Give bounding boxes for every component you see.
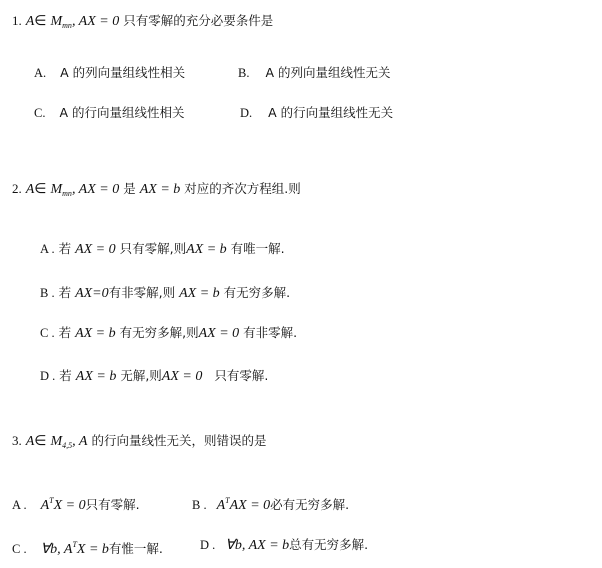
math-matrix-space: M — [50, 434, 63, 449]
option-text: 有非零解. — [243, 325, 298, 340]
option-text: A 的列向量组线性无关 — [265, 65, 391, 80]
option-text: 有惟一解. — [108, 541, 163, 556]
option-text: 有唯一解. — [230, 241, 285, 256]
math-matrix-a: , A — [72, 434, 88, 449]
question-3-stem — [12, 432, 266, 455]
math-equation: AX = b — [179, 286, 220, 301]
option-text: A 的列向量组线性相关 — [60, 65, 186, 80]
option-label: A. — [34, 66, 47, 80]
question-number: 1. — [12, 13, 22, 28]
q2-option-d — [40, 367, 268, 386]
math-transpose: T — [49, 496, 54, 505]
math-element-of: ∈ — [34, 182, 47, 197]
math-homogeneous-eq: , AX = 0 — [71, 14, 120, 29]
math-element-of: ∈ — [34, 434, 47, 449]
math-equation: AX = b — [75, 326, 116, 341]
math-subscript: mn — [62, 21, 72, 30]
q2-option-c — [40, 324, 297, 343]
math-homogeneous-eq: , AX = 0 — [71, 182, 120, 197]
option-text: 必有无穷多解. — [270, 497, 350, 512]
question-number: 2. — [12, 181, 22, 196]
q1-option-c — [34, 104, 184, 122]
math-matrix-a: A — [25, 434, 35, 449]
q3-option-b — [192, 492, 349, 515]
option-label: B. — [238, 66, 250, 80]
math-equation: AX=0 — [75, 286, 109, 301]
question-text: 是 — [123, 181, 136, 196]
option-text: 只有零解,则 — [119, 241, 187, 256]
option-text: 只有零解. — [85, 497, 140, 512]
option-text: A 的行向量组线性无关 — [268, 105, 394, 120]
question-1-stem — [12, 12, 273, 35]
option-text: A 的行向量组线性相关 — [59, 105, 185, 120]
option-label: C . — [12, 542, 27, 556]
option-label: A . — [12, 498, 27, 512]
option-label: D . — [40, 369, 56, 383]
option-label: B . — [40, 286, 55, 300]
option-label: A . — [40, 242, 55, 256]
math-subscript: 4,5 — [62, 441, 73, 450]
math-matrix-space: M — [50, 182, 63, 197]
option-label: D. — [240, 106, 253, 120]
q2-option-a — [40, 240, 285, 259]
math-matrix-a: A — [25, 14, 35, 29]
math-matrix-a: A — [25, 182, 35, 197]
math-equation: X = b — [76, 542, 109, 557]
option-text: 有非零解,则 — [108, 285, 176, 300]
math-matrix-space: M — [50, 14, 63, 29]
math-equation: AX = 0 — [198, 326, 240, 341]
option-label: C. — [34, 106, 46, 120]
math-equation: A — [216, 498, 226, 513]
q3-option-c — [12, 536, 163, 559]
option-label: C . — [40, 326, 55, 340]
option-label: D . — [200, 538, 216, 552]
q1-option-a — [34, 64, 185, 82]
math-equation: A — [40, 498, 50, 513]
math-transpose: T — [225, 496, 230, 505]
option-text: 有无穷多解. — [223, 285, 291, 300]
math-nonhomogeneous-eq: AX = b — [139, 182, 181, 197]
question-text: 只有零解的充分必要条件是 — [123, 13, 274, 28]
math-equation: ∀b, AX = b — [225, 538, 290, 553]
math-equation: AX = b — [75, 369, 117, 384]
option-text: 无解,则 — [120, 368, 162, 383]
q1-option-d — [240, 104, 393, 122]
option-text: 总有无穷多解. — [289, 537, 369, 552]
q3-option-d — [200, 536, 368, 555]
option-text: 有无穷多解,则 — [119, 325, 199, 340]
math-equation: AX = 0 — [75, 242, 116, 257]
question-text: 对应的齐次方程组.则 — [184, 181, 301, 196]
question-text: 的行向量线性无关，则错误的是 — [91, 433, 267, 448]
question-2-stem — [12, 180, 301, 203]
math-element-of: ∈ — [34, 14, 47, 29]
option-label: B . — [192, 498, 207, 512]
q1-option-b — [238, 64, 390, 82]
math-equation: ∀b, A — [40, 542, 73, 557]
math-subscript: mn — [62, 189, 72, 198]
math-equation: AX = 0 — [229, 498, 271, 513]
math-equation: AX = 0 — [161, 369, 203, 384]
math-transpose: T — [72, 540, 77, 549]
math-equation: X = 0 — [53, 498, 86, 513]
q3-option-a — [12, 492, 140, 515]
option-text: 若 — [58, 241, 72, 256]
option-text: 若 — [58, 285, 72, 300]
question-number: 3. — [12, 433, 22, 448]
math-equation: AX = b — [186, 242, 227, 257]
q2-option-b — [40, 284, 290, 303]
option-text: 只有零解. — [214, 368, 269, 383]
option-text: 若 — [58, 325, 72, 340]
option-text: 若 — [59, 368, 72, 383]
